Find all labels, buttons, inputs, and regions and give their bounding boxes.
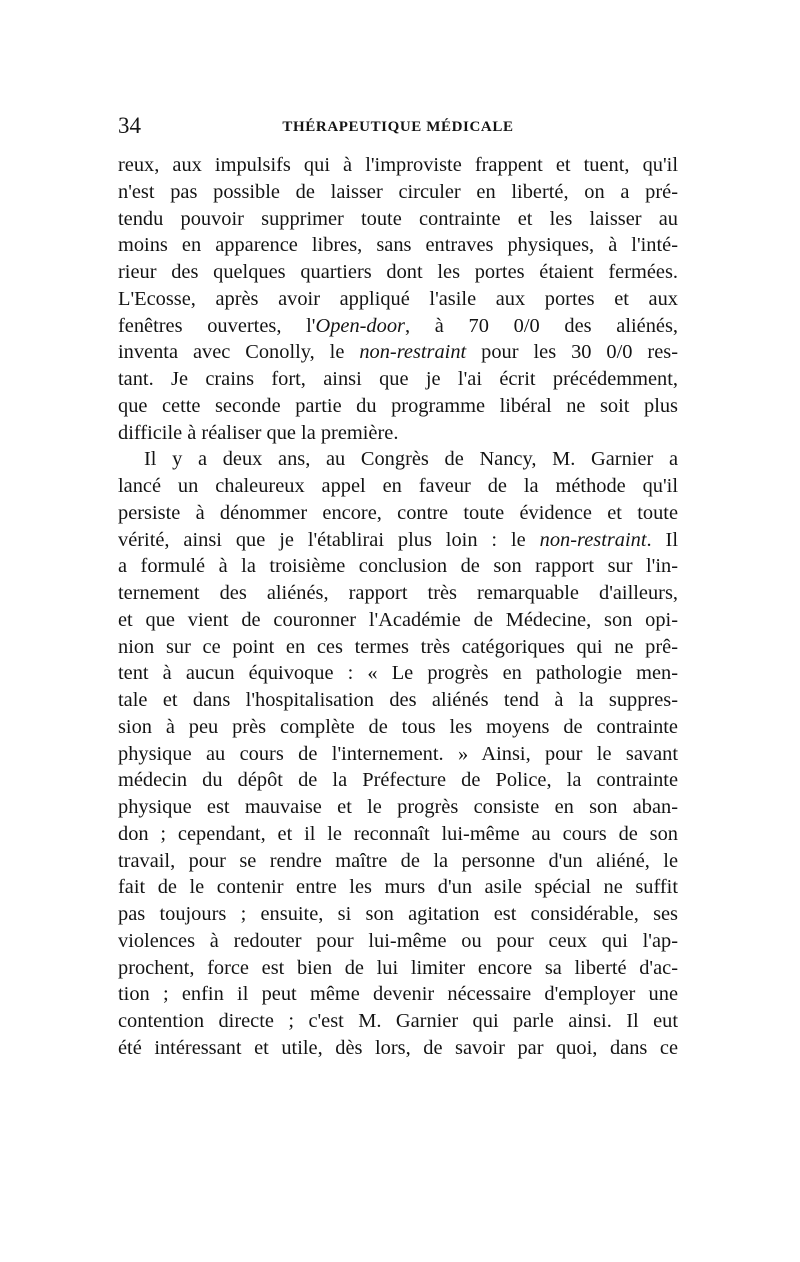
text-line: médecin du dépôt de la Préfecture de Police, la contrainte — [118, 769, 678, 792]
text-line: reux, aux impulsifs qui à l'improviste frappent et tuent, qu'il — [118, 154, 678, 176]
page-number: 34 — [118, 113, 141, 138]
text-line: contention directe ; c'est M. Garnier qui parle ainsi. Il eut — [118, 1010, 678, 1032]
text-line: été intéressant et utile, dès lors, de savoir par quoi, dans ce — [118, 1036, 678, 1059]
text-line: prochent, force est bien de lui limiter encore sa liberté d'ac- — [118, 956, 678, 979]
text-line: violences à redouter pour lui-même ou pour ceux qui l'ap- — [118, 929, 678, 952]
text-line: n'est pas possible de laisser circuler en liberté, on a pré- — [118, 180, 678, 203]
paragraph-first-line: Il y a deux ans, au Congrès de Nancy, M. Garnier a — [144, 448, 678, 471]
text-line: moins en apparence libres, sans entraves physiques, à l'inté- — [118, 234, 678, 257]
text-line: persiste à dénommer encore, contre toute évidence et toute — [118, 501, 678, 524]
text-line: et que vient de couronner l'Académie de Médecine, son opi- — [118, 608, 678, 631]
text-line: nion sur ce point en ces termes très catégoriques qui ne prê- — [118, 635, 678, 658]
text-line: fait de le contenir entre les murs d'un asile spécial ne suffit — [118, 876, 678, 899]
text-line: travail, pour se rendre maître de la personne d'un aliéné, le — [118, 849, 678, 872]
running-head — [118, 111, 678, 141]
text-line: pas toujours ; ensuite, si son agitation est considérable, ses — [118, 903, 678, 925]
text-line: tale et dans l'hospitalisation des aliénés tend à la suppres- — [118, 689, 678, 711]
text-line — [118, 339, 678, 366]
text-line: physique au cours de l'internement. » Ainsi, pour le savant — [118, 742, 678, 765]
text-line — [118, 527, 678, 554]
text-run: , à 70 0/0 des aliénés, — [404, 314, 678, 337]
italic-term: non-restraint — [359, 341, 467, 364]
text-line: tant. Je crains fort, ainsi que je l'ai écrit précédemment, — [118, 368, 678, 390]
text-line: ternement des aliénés, rapport très remarquable d'ailleurs, — [118, 582, 678, 604]
text-run: . Il — [646, 528, 678, 551]
text-line: don ; cependant, et il le reconnaît lui-même au cours de son — [118, 822, 678, 845]
running-title: THÉRAPEUTIQUE MÉDICALE — [282, 119, 514, 135]
text-line: difficile à réaliser que la première. — [118, 421, 399, 444]
body-text — [118, 152, 678, 1062]
text-line: tion ; enfin il peut même devenir nécessaire d'employer une — [118, 983, 678, 1006]
text-line: tendu pouvoir supprimer toute contrainte et les laisser au — [118, 207, 678, 230]
italic-term: non-restraint — [539, 528, 647, 551]
text-line: tent à aucun équivoque : « Le progrès en pathologie men- — [118, 662, 678, 685]
italic-term: Open-door — [315, 314, 405, 337]
text-run: L'Ecosse, après avoir appliqué l'asile aux portes et aux — [118, 287, 678, 310]
text-run: vérité, ainsi que je l'établirai plus loin : le — [118, 528, 540, 551]
text-line: a formulé à la troisième conclusion de son rapport sur l'in- — [118, 555, 678, 578]
text-run: fenêtres ouvertes, l' — [118, 314, 316, 337]
text-run: pour les 30 0/0 res- — [466, 341, 678, 364]
text-line: que cette seconde partie du programme libéral ne soit plus — [118, 394, 678, 417]
text-line — [118, 286, 678, 313]
text-line — [118, 313, 678, 340]
text-line: sion à peu près complète de tous les moyens de contrainte — [118, 715, 678, 738]
text-line: lancé un chaleureux appel en faveur de la méthode qu'il — [118, 475, 678, 497]
text-run: inventa avec Conolly, le — [118, 341, 360, 364]
text-line: rieur des quelques quartiers dont les portes étaient fermées. — [118, 261, 678, 283]
text-line: physique est mauvaise et le progrès consiste en son aban- — [118, 796, 678, 818]
